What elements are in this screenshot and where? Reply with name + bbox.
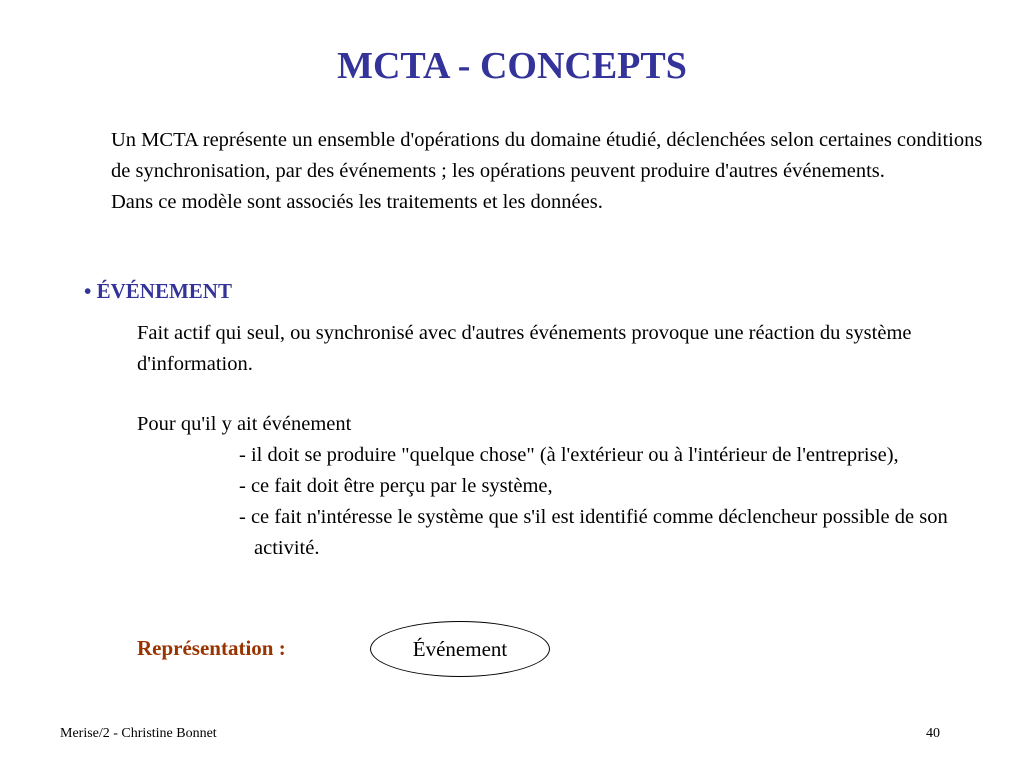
intro-paragraph: Un MCTA représente un ensemble d'opérations du domaine étudié, déclenchées selon certaines conditions de synchronisation, par des événements ; les opérations peuvent produire d'autres événements. bbox=[111, 129, 983, 182]
conditions-list bbox=[239, 440, 979, 564]
footer-page-number: 40 bbox=[926, 726, 940, 741]
intro-text bbox=[111, 125, 991, 218]
footer-author: Merise/2 - Christine Bonnet bbox=[60, 726, 217, 741]
event-ellipse-label: Événement bbox=[412, 636, 508, 661]
representation-label: Représentation : bbox=[137, 636, 286, 660]
section-heading-evenement: • ÉVÉNEMENT bbox=[84, 279, 232, 303]
condition-item: - ce fait n'intéresse le système que s'il est identifié comme déclencheur possible de son activité. bbox=[239, 506, 948, 559]
condition-item: - ce fait doit être perçu par le système, bbox=[239, 475, 553, 497]
event-definition: Fait actif qui seul, ou synchronisé avec d'autres événements provoque une réaction du système d'information. bbox=[137, 322, 912, 375]
condition-item: - il doit se produire "quelque chose" (à l'extérieur ou à l'intérieur de l'entreprise), bbox=[239, 444, 899, 466]
event-ellipse-shape bbox=[370, 621, 550, 677]
intro-paragraph: Dans ce modèle sont associés les traitements et les données. bbox=[111, 191, 603, 213]
conditions-intro: Pour qu'il y ait événement bbox=[137, 413, 352, 435]
slide-title: MCTA - CONCEPTS bbox=[337, 45, 687, 87]
